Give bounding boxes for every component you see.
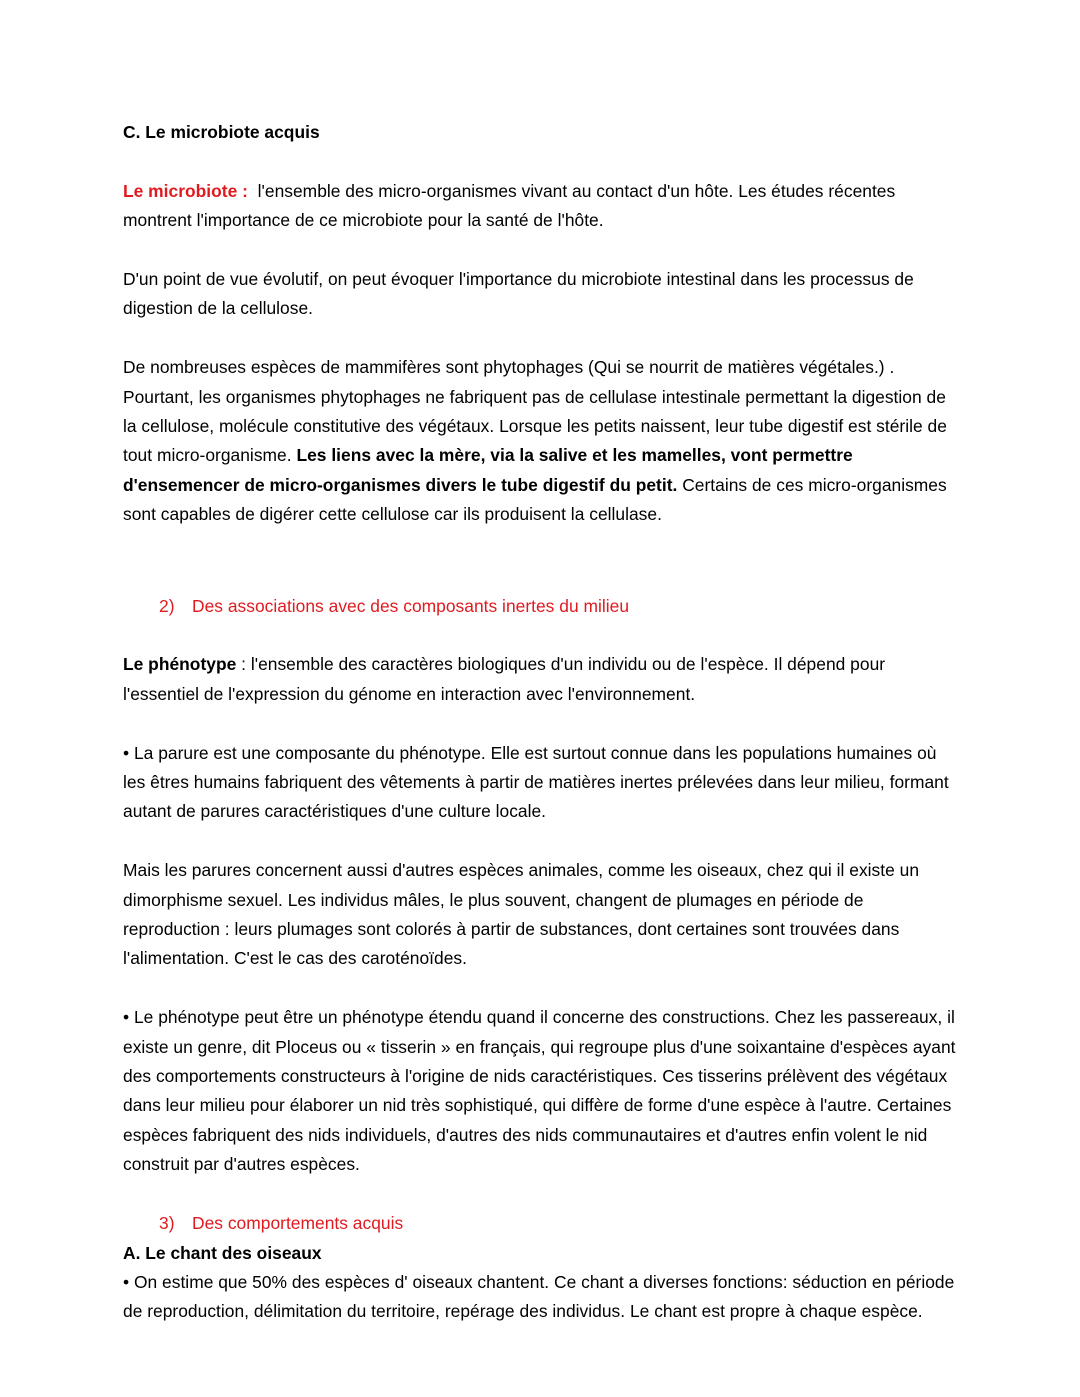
heading-3-comportements-acquis bbox=[123, 1209, 961, 1238]
spacer bbox=[123, 324, 961, 353]
term-microbiote: Le microbiote : bbox=[123, 180, 248, 201]
paragraph-parures-oiseaux: Mais les parures concernent aussi d'autres espèces animales, comme les oiseaux, chez qui il existe un dimorphisme sexuel. Les individus mâles, le plus souvent, changent de plumages en période de reproduction : leurs plumages sont colorés à partir de substances, dont certaines sont trouvées dans l'alimentation. C'est le cas des caroténoïdes. bbox=[123, 860, 920, 969]
spacer bbox=[123, 530, 961, 592]
paragraph-microbiote-definition bbox=[123, 177, 961, 236]
spacer bbox=[123, 1180, 961, 1209]
paragraph-phenotype-definition bbox=[123, 650, 961, 709]
spacer bbox=[123, 827, 961, 856]
heading-a-chant-des-oiseaux: A. Le chant des oiseaux bbox=[123, 1242, 322, 1263]
spacer bbox=[123, 236, 961, 265]
spacer bbox=[123, 147, 961, 176]
spacer bbox=[123, 974, 961, 1003]
text-phenotype-definition: : l'ensemble des caractères biologiques d'un individu ou de l'espèce. Il dépend pour l'essentiel de l'expression du génome en interaction avec l'environnement. bbox=[123, 654, 886, 704]
paragraph-mammiferes-phytophages bbox=[123, 353, 961, 529]
bullet-chant-des-oiseaux: • On estime que 50% des espèces d' oiseaux chantent. Ce chant a diverses fonctions: séduction en période de reproduction, délimitation du territoire, repérage des individus. Le chant est propre à chaque espèce. bbox=[123, 1271, 955, 1322]
heading-c-microbiote-acquis: C. Le microbiote acquis bbox=[123, 122, 320, 142]
bullet-la-parure: • La parure est une composante du phénotype. Elle est surtout connue dans les populations humaines où les êtres humains fabriquent des vêtements à partir de matières inertes prélevées dans leur milieu, formant autant de parures caractéristiques d'une culture locale. bbox=[123, 742, 949, 822]
document-body bbox=[123, 118, 961, 1327]
term-phenotype: Le phénotype bbox=[123, 654, 237, 675]
spacer bbox=[123, 709, 961, 738]
heading-3-label: Des comportements acquis bbox=[192, 1213, 404, 1234]
text-microbiote-definition: l'ensemble des micro-organismes vivant au contact d'un hôte. Les études récentes montrent l'importance de ce microbiote pour la santé de l'hôte. bbox=[123, 180, 896, 231]
spacer bbox=[123, 621, 961, 650]
heading-2-label: Des associations avec des composants inertes du milieu bbox=[192, 595, 630, 616]
text-mammiferes-intro: De nombreuses espèces de mammifères sont phytophages (Qui se nourrit de matières végétales.) . Pourtant, les organismes phytophages ne fabriquent pas de cellulase intestinale permettant la digestion de la cellulose, molécule constitutive des végétaux. Lorsque les petits naissent, leur tube digestif est stérile de tout micro-organisme. bbox=[123, 357, 947, 466]
paragraph-point-de-vue-evolutif: D'un point de vue évolutif, on peut évoquer l'importance du microbiote intestinal dans les processus de digestion de la cellulose. bbox=[123, 269, 914, 319]
heading-2-number: 2) bbox=[159, 595, 175, 616]
heading-3-number: 3) bbox=[159, 1213, 175, 1234]
bullet-phenotype-etendu-tisserins: • Le phénotype peut être un phénotype étendu quand il concerne des constructions. Chez les passereaux, il existe un genre, dit Ploceus ou « tisserin » en français, qui regroupe plus d'une soixantaine d'espèces ayant des comportements constructeurs à l'origine de nids caractéristiques. Ces tisserins prélèvent des végétaux dans leur milieu pour élaborer un nid très sophistiqué, qui diffère de forme d'une espèce à l'autre. Certaines espèces fabriquent des nids individuels, d'autres des nids communautaires et d'autres enfin volent le nid construit par d'autres espèces. bbox=[123, 1007, 956, 1175]
text-liens-avec-la-mere-emphasis: Les liens avec la mère, via la salive et les mamelles, vont permettre d'ensemencer de micro-organismes divers le tube digestif du petit. bbox=[123, 445, 853, 495]
text-mammiferes-outro: Certains de ces micro-organismes sont capables de digérer cette cellulose car ils produisent la cellulase. bbox=[123, 474, 947, 525]
heading-2-associations-composants-inertes bbox=[123, 592, 961, 621]
